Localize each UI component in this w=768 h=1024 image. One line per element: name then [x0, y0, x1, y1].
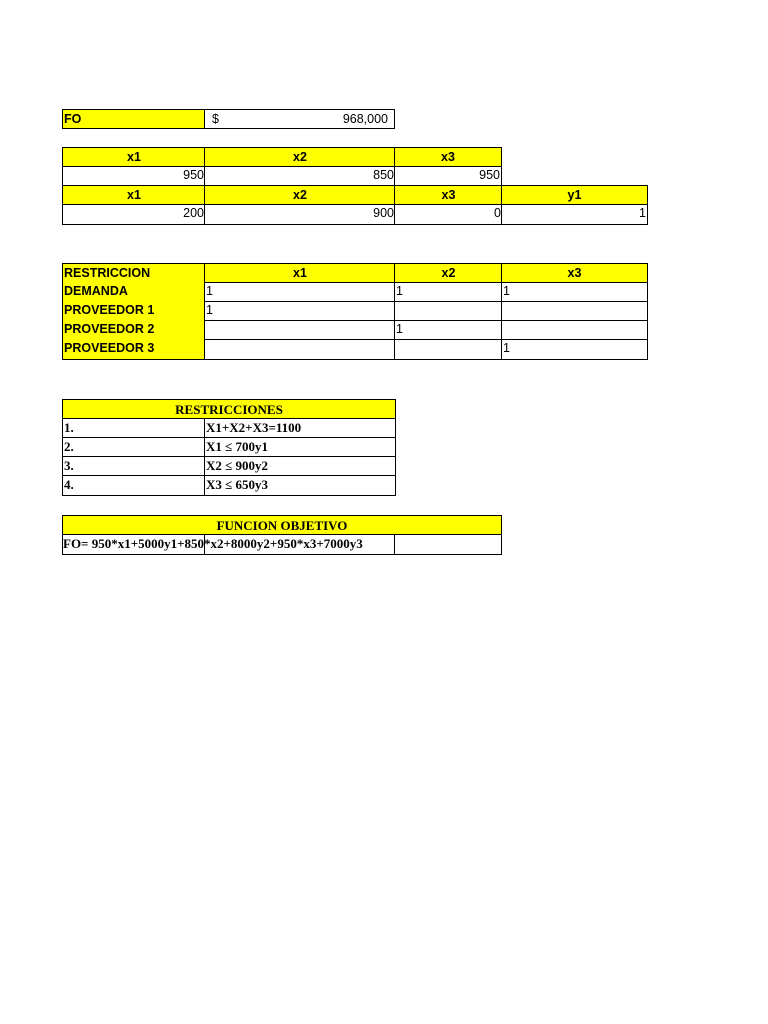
- cost-value-x3[interactable]: 950: [394, 166, 502, 186]
- solution-value-x1[interactable]: 200: [62, 204, 205, 225]
- restriccion-number[interactable]: 3.: [62, 456, 205, 476]
- constraint-row-label[interactable]: PROVEEDOR 1: [62, 301, 205, 321]
- funcion-objetivo-formula[interactable]: FO= 950*x1+5000y1+850*x2+8000y2+950*x3+7000y3: [63, 536, 363, 551]
- constraint-cell[interactable]: 1: [394, 320, 502, 340]
- solution-value-x2[interactable]: 900: [204, 204, 395, 225]
- restriccion-expression[interactable]: X2 ≤ 900y2: [204, 456, 396, 476]
- cost-header-x2[interactable]: x2: [204, 147, 395, 167]
- restriccion-number[interactable]: 1.: [62, 418, 205, 438]
- cost-value-x2[interactable]: 850: [204, 166, 395, 186]
- constraint-row-label[interactable]: PROVEEDOR 2: [62, 320, 205, 340]
- constraint-cell[interactable]: [204, 320, 395, 340]
- constraint-cell[interactable]: 1: [204, 301, 395, 321]
- constraint-row-label[interactable]: PROVEEDOR 3: [62, 339, 205, 360]
- constraint-cell[interactable]: 1: [204, 282, 395, 302]
- constraint-cell[interactable]: 1: [501, 282, 648, 302]
- fo-label[interactable]: FO: [62, 109, 205, 129]
- constraint-cell[interactable]: [394, 339, 502, 360]
- cost-header-x1[interactable]: x1: [62, 147, 205, 167]
- fo-currency: $: [212, 112, 219, 126]
- solution-value-y1[interactable]: 1: [501, 204, 648, 225]
- solution-header-x3[interactable]: x3: [394, 185, 502, 205]
- constraints-header-label[interactable]: RESTRICCION: [62, 263, 205, 283]
- fo-value: 968,000: [342, 112, 388, 126]
- solution-value-x3[interactable]: 0: [394, 204, 502, 225]
- restriccion-number[interactable]: 2.: [62, 437, 205, 457]
- restriccion-expression[interactable]: X1 ≤ 700y1: [204, 437, 396, 457]
- constraint-cell[interactable]: 1: [501, 339, 648, 360]
- constraint-cell[interactable]: [394, 301, 502, 321]
- fo-cell[interactable]: [204, 109, 395, 129]
- restricciones-title[interactable]: RESTRICCIONES: [62, 399, 396, 419]
- solution-header-x1[interactable]: x1: [62, 185, 205, 205]
- constraint-cell[interactable]: 1: [394, 282, 502, 302]
- funcion-objetivo-title[interactable]: FUNCION OBJETIVO: [62, 515, 502, 535]
- cost-value-x1[interactable]: 950: [62, 166, 205, 186]
- constraint-cell[interactable]: [501, 301, 648, 321]
- restriccion-expression[interactable]: X1+X2+X3=1100: [204, 418, 396, 438]
- constraint-cell[interactable]: [501, 320, 648, 340]
- cost-header-x3[interactable]: x3: [394, 147, 502, 167]
- restriccion-number[interactable]: 4.: [62, 475, 205, 496]
- constraints-header-x1[interactable]: x1: [204, 263, 395, 283]
- constraints-header-x3[interactable]: x3: [501, 263, 648, 283]
- constraint-cell[interactable]: [204, 339, 395, 360]
- solution-header-y1[interactable]: y1: [501, 185, 648, 205]
- constraint-row-label[interactable]: DEMANDA: [62, 282, 205, 302]
- constraints-header-x2[interactable]: x2: [394, 263, 502, 283]
- solution-header-x2[interactable]: x2: [204, 185, 395, 205]
- restriccion-expression[interactable]: X3 ≤ 650y3: [204, 475, 396, 496]
